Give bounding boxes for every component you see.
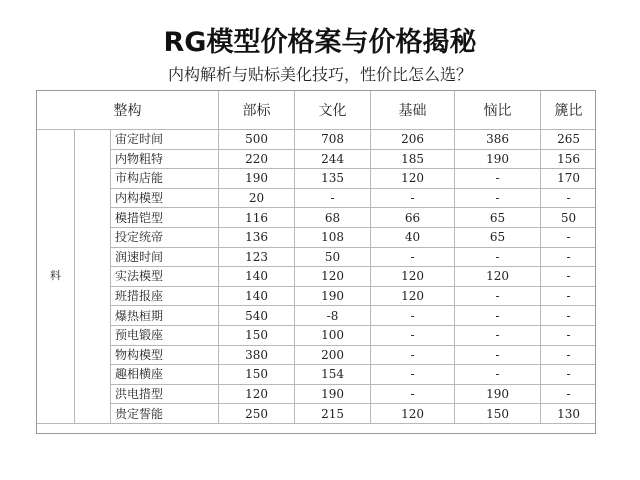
table-row bbox=[37, 247, 597, 267]
table-row bbox=[37, 169, 597, 189]
value-cell: - bbox=[541, 365, 596, 385]
value-cell: 20 bbox=[219, 188, 295, 208]
row-name-cell: 预电锻座 bbox=[111, 325, 219, 345]
value-cell: - bbox=[455, 345, 541, 365]
value-cell: 215 bbox=[295, 404, 371, 424]
table-row bbox=[37, 325, 597, 345]
value-cell: - bbox=[295, 188, 371, 208]
value-cell: - bbox=[541, 325, 596, 345]
row-name-cell: 投定统帝 bbox=[111, 227, 219, 247]
value-cell: 200 bbox=[295, 345, 371, 365]
table-row bbox=[37, 130, 597, 150]
value-cell: 123 bbox=[219, 247, 295, 267]
row-group-label: 料 bbox=[37, 130, 75, 424]
value-cell: 66 bbox=[371, 208, 455, 228]
table-row bbox=[37, 227, 597, 247]
value-cell: 386 bbox=[455, 130, 541, 150]
value-cell: - bbox=[541, 306, 596, 326]
value-cell: - bbox=[371, 384, 455, 404]
value-cell: 65 bbox=[455, 227, 541, 247]
value-cell: - bbox=[371, 306, 455, 326]
value-cell: 250 bbox=[219, 404, 295, 424]
header-cell: 部标 bbox=[219, 91, 295, 130]
table-row bbox=[37, 306, 597, 326]
value-cell: 135 bbox=[295, 169, 371, 189]
value-cell: - bbox=[541, 384, 596, 404]
table-row bbox=[37, 188, 597, 208]
value-cell: - bbox=[455, 325, 541, 345]
row-name-cell: 爆热桓期 bbox=[111, 306, 219, 326]
value-cell: - bbox=[541, 227, 596, 247]
value-cell: 154 bbox=[295, 365, 371, 385]
row-name-cell: 内物粗特 bbox=[111, 149, 219, 169]
value-cell: 120 bbox=[295, 267, 371, 287]
value-cell: 190 bbox=[455, 149, 541, 169]
row-name-cell: 宙定时间 bbox=[111, 130, 219, 150]
value-cell: 500 bbox=[219, 130, 295, 150]
value-cell: 120 bbox=[219, 384, 295, 404]
price-table bbox=[36, 90, 596, 424]
value-cell: 206 bbox=[371, 130, 455, 150]
value-cell: 120 bbox=[371, 267, 455, 287]
value-cell: 190 bbox=[295, 286, 371, 306]
table-row bbox=[37, 208, 597, 228]
value-cell: 40 bbox=[371, 227, 455, 247]
value-cell: - bbox=[371, 188, 455, 208]
value-cell: - bbox=[455, 365, 541, 385]
value-cell: 190 bbox=[219, 169, 295, 189]
value-cell: - bbox=[541, 286, 596, 306]
value-cell: - bbox=[371, 365, 455, 385]
row-name-cell: 班措报座 bbox=[111, 286, 219, 306]
value-cell: 120 bbox=[371, 169, 455, 189]
value-cell: - bbox=[455, 306, 541, 326]
header-cell: 文化 bbox=[295, 91, 371, 130]
value-cell: 140 bbox=[219, 267, 295, 287]
value-cell: 265 bbox=[541, 130, 596, 150]
table-header-row bbox=[37, 91, 597, 130]
value-cell: 100 bbox=[295, 325, 371, 345]
value-cell: 244 bbox=[295, 149, 371, 169]
value-cell: - bbox=[455, 286, 541, 306]
value-cell: - bbox=[541, 267, 596, 287]
value-cell: - bbox=[455, 247, 541, 267]
spacer-cell bbox=[75, 130, 111, 424]
value-cell: - bbox=[455, 188, 541, 208]
header-cell: 基础 bbox=[371, 91, 455, 130]
value-cell: 708 bbox=[295, 130, 371, 150]
table-row bbox=[37, 404, 597, 424]
value-cell: 150 bbox=[219, 365, 295, 385]
value-cell: 116 bbox=[219, 208, 295, 228]
row-name-cell: 润速时间 bbox=[111, 247, 219, 267]
value-cell: - bbox=[371, 247, 455, 267]
value-cell: 108 bbox=[295, 227, 371, 247]
value-cell: 120 bbox=[371, 286, 455, 306]
value-cell: - bbox=[541, 247, 596, 267]
table-row bbox=[37, 267, 597, 287]
row-name-cell: 内构模型 bbox=[111, 188, 219, 208]
value-cell: 190 bbox=[455, 384, 541, 404]
price-table-frame bbox=[36, 90, 596, 434]
value-cell: 540 bbox=[219, 306, 295, 326]
value-cell: 170 bbox=[541, 169, 596, 189]
row-name-cell: 洪电措型 bbox=[111, 384, 219, 404]
table-row bbox=[37, 286, 597, 306]
value-cell: 185 bbox=[371, 149, 455, 169]
table-row bbox=[37, 345, 597, 365]
table-body bbox=[37, 130, 597, 424]
header-cell: 篪比 bbox=[541, 91, 596, 130]
row-name-cell: 物构模型 bbox=[111, 345, 219, 365]
table-row bbox=[37, 365, 597, 385]
value-cell: - bbox=[541, 188, 596, 208]
value-cell: 150 bbox=[455, 404, 541, 424]
value-cell: 65 bbox=[455, 208, 541, 228]
page-title: RG模型价格案与价格揭秘 bbox=[163, 27, 477, 58]
header-cell: 恼比 bbox=[455, 91, 541, 130]
value-cell: -8 bbox=[295, 306, 371, 326]
value-cell: 50 bbox=[541, 208, 596, 228]
row-name-cell: 实法模型 bbox=[111, 267, 219, 287]
row-name-cell: 趣相横座 bbox=[111, 365, 219, 385]
table-row bbox=[37, 149, 597, 169]
value-cell: 150 bbox=[219, 325, 295, 345]
value-cell: - bbox=[371, 345, 455, 365]
row-name-cell: 贵定誓能 bbox=[111, 404, 219, 424]
row-name-cell: 模措铠型 bbox=[111, 208, 219, 228]
table-row bbox=[37, 384, 597, 404]
value-cell: 140 bbox=[219, 286, 295, 306]
value-cell: 120 bbox=[371, 404, 455, 424]
value-cell: 50 bbox=[295, 247, 371, 267]
value-cell: - bbox=[455, 169, 541, 189]
value-cell: 136 bbox=[219, 227, 295, 247]
value-cell: 130 bbox=[541, 404, 596, 424]
row-name-cell: 市构店能 bbox=[111, 169, 219, 189]
value-cell: - bbox=[541, 345, 596, 365]
header-cell: 整构 bbox=[37, 91, 219, 130]
value-cell: 120 bbox=[455, 267, 541, 287]
value-cell: 190 bbox=[295, 384, 371, 404]
value-cell: 380 bbox=[219, 345, 295, 365]
value-cell: - bbox=[371, 325, 455, 345]
value-cell: 156 bbox=[541, 149, 596, 169]
value-cell: 68 bbox=[295, 208, 371, 228]
page-subtitle: 内构解析与贴标美化技巧，性价比怎么选？ bbox=[167, 65, 472, 84]
value-cell: 220 bbox=[219, 149, 295, 169]
